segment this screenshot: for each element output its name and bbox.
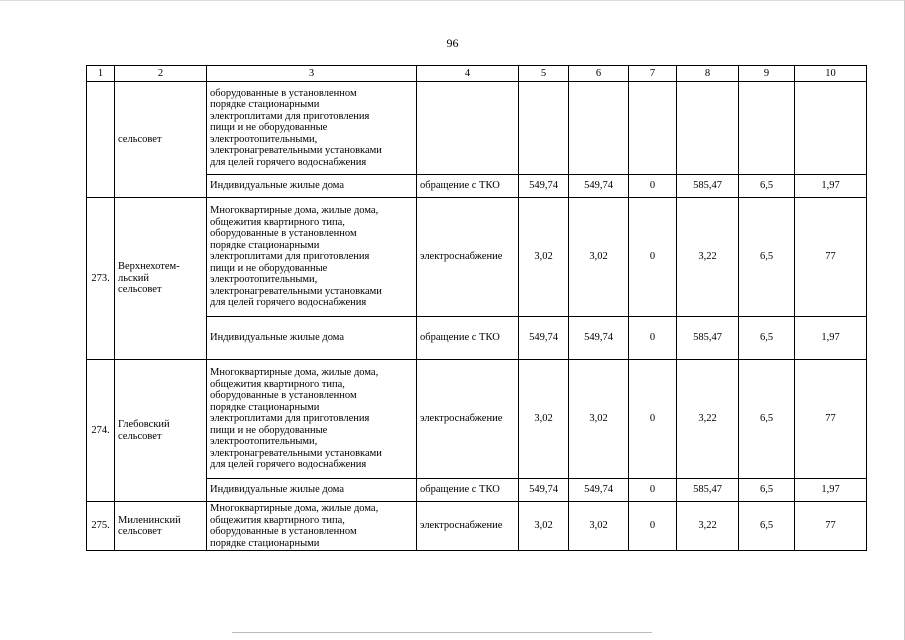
service-cell: обращение с ТКО xyxy=(417,479,519,502)
housing-type: Многоквартирные дома, жилые дома, общежития квартирного типа, оборудованные в установленном порядке стационарными xyxy=(210,503,379,549)
housing-type-cell: Индивидуальные жилые дома xyxy=(207,317,417,360)
row-number-cell xyxy=(87,82,115,198)
value-cell: 549,74 xyxy=(569,317,629,360)
settlement-name: сельсовет xyxy=(118,133,162,145)
table-cell xyxy=(569,82,629,175)
tariff-table xyxy=(86,65,867,551)
service-cell: электроснабжение xyxy=(417,502,519,551)
housing-type: Многоквартирные дома, жилые дома, общежития квартирного типа, оборудованные в установленном порядке стационарными электроплитами для приготовления пищи и не оборудованные электроотопительными, электронагревательными установками для целей горячего водоснабжения xyxy=(210,205,382,309)
column-header: 2 xyxy=(115,66,207,82)
settlement-name: Глебовский сельсовет xyxy=(118,419,170,442)
value-cell: 6,5 xyxy=(739,479,795,502)
value-cell: 77 xyxy=(795,360,867,479)
value-cell: 1,97 xyxy=(795,317,867,360)
row-number-cell: 274. xyxy=(87,360,115,502)
service-cell: обращение с ТКО xyxy=(417,317,519,360)
table-cell xyxy=(629,82,677,175)
value-cell: 0 xyxy=(629,502,677,551)
housing-type: Многоквартирные дома, жилые дома, общежития квартирного типа, оборудованные в установленном порядке стационарными электроплитами для приготовления пищи и не оборудованные электроотопительными, электронагревательными установками для целей горячего водоснабжения xyxy=(210,367,382,471)
column-header: 5 xyxy=(519,66,569,82)
column-header: 6 xyxy=(569,66,629,82)
table-row xyxy=(87,360,867,479)
value-cell: 549,74 xyxy=(519,317,569,360)
value-cell: 585,47 xyxy=(677,317,739,360)
value-cell: 3,22 xyxy=(677,502,739,551)
value-cell: 3,02 xyxy=(519,198,569,317)
value-cell: 585,47 xyxy=(677,175,739,198)
value-cell: 3,02 xyxy=(519,360,569,479)
settlement-cell xyxy=(115,198,207,360)
value-cell: 0 xyxy=(629,198,677,317)
value-cell: 1,97 xyxy=(795,479,867,502)
table-header-row xyxy=(87,66,867,82)
service-cell: электроснабжение xyxy=(417,198,519,317)
settlement-cell xyxy=(115,82,207,198)
value-cell: 549,74 xyxy=(519,479,569,502)
housing-type-cell xyxy=(207,360,417,479)
value-cell: 3,02 xyxy=(569,360,629,479)
housing-type-cell: Индивидуальные жилые дома xyxy=(207,175,417,198)
value-cell: 6,5 xyxy=(739,175,795,198)
page-top-edge xyxy=(0,0,905,1)
housing-type: оборудованные в установленном порядке стационарными электроплитами для приготовления пищи и не оборудованные электроотопительными, электронагревательными установками для целей горячего водоснабжения xyxy=(210,87,382,168)
value-cell: 6,5 xyxy=(739,502,795,551)
value-cell: 0 xyxy=(629,175,677,198)
column-header: 10 xyxy=(795,66,867,82)
value-cell: 0 xyxy=(629,360,677,479)
value-cell: 1,97 xyxy=(795,175,867,198)
settlement-name: Верхнехотем- льский сельсовет xyxy=(118,261,180,296)
column-header: 4 xyxy=(417,66,519,82)
housing-type-cell xyxy=(207,82,417,175)
housing-type-cell xyxy=(207,502,417,551)
value-cell: 549,74 xyxy=(569,479,629,502)
settlement-name: Миленинский сельсовет xyxy=(118,514,181,537)
column-header: 7 xyxy=(629,66,677,82)
housing-type-cell: Индивидуальные жилые дома xyxy=(207,479,417,502)
value-cell: 6,5 xyxy=(739,198,795,317)
value-cell: 3,02 xyxy=(569,198,629,317)
footer-rule xyxy=(232,632,652,633)
table-cell xyxy=(795,82,867,175)
value-cell: 77 xyxy=(795,198,867,317)
table-cell xyxy=(677,82,739,175)
table-row xyxy=(87,82,867,175)
column-header: 1 xyxy=(87,66,115,82)
table-row xyxy=(87,198,867,317)
value-cell: 549,74 xyxy=(519,175,569,198)
table-row xyxy=(87,502,867,551)
value-cell: 6,5 xyxy=(739,317,795,360)
table-cell xyxy=(417,82,519,175)
value-cell: 0 xyxy=(629,317,677,360)
value-cell: 0 xyxy=(629,479,677,502)
table-cell xyxy=(519,82,569,175)
column-header: 9 xyxy=(739,66,795,82)
value-cell: 6,5 xyxy=(739,360,795,479)
value-cell: 3,22 xyxy=(677,360,739,479)
table-cell xyxy=(739,82,795,175)
value-cell: 585,47 xyxy=(677,479,739,502)
settlement-cell xyxy=(115,360,207,502)
row-number-cell: 275. xyxy=(87,502,115,551)
housing-type-cell xyxy=(207,198,417,317)
value-cell: 3,02 xyxy=(519,502,569,551)
settlement-cell xyxy=(115,502,207,551)
service-cell: обращение с ТКО xyxy=(417,175,519,198)
column-header: 3 xyxy=(207,66,417,82)
value-cell: 549,74 xyxy=(569,175,629,198)
value-cell: 3,02 xyxy=(569,502,629,551)
service-cell: электроснабжение xyxy=(417,360,519,479)
page-number: 96 xyxy=(446,36,459,50)
row-number-cell: 273. xyxy=(87,198,115,360)
column-header: 8 xyxy=(677,66,739,82)
value-cell: 77 xyxy=(795,502,867,551)
value-cell: 3,22 xyxy=(677,198,739,317)
